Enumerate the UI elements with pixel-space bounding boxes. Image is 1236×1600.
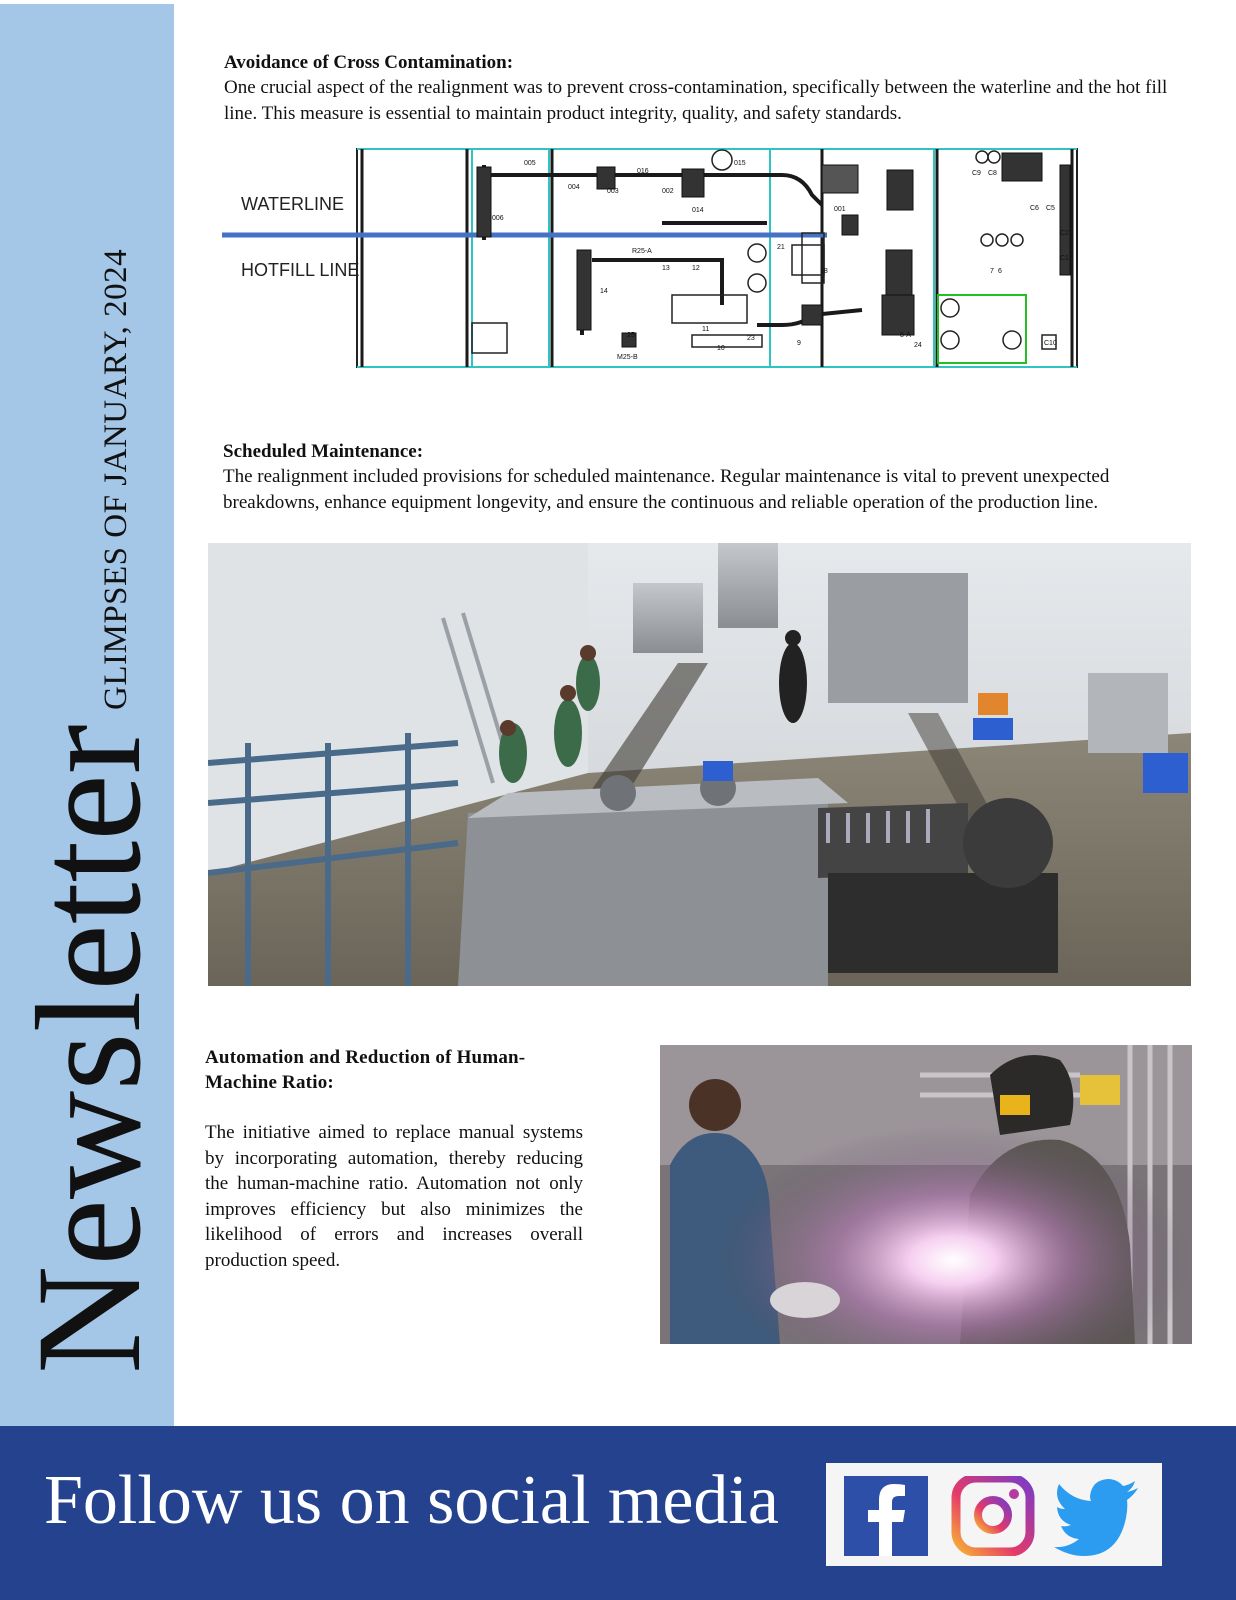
svg-text:C1: C1 (1060, 255, 1069, 262)
svg-text:001: 001 (834, 206, 846, 213)
svg-text:015: 015 (734, 160, 746, 167)
sidebar (0, 4, 174, 1426)
svg-text:C9: C9 (972, 170, 981, 177)
svg-text:24: 24 (914, 342, 922, 349)
svg-text:7: 7 (990, 268, 994, 275)
svg-text:9: 9 (797, 340, 801, 347)
svg-text:C10: C10 (1044, 340, 1057, 347)
svg-text:016: 016 (637, 168, 649, 175)
twitter-icon[interactable] (1052, 1476, 1140, 1556)
welding-photo (660, 1045, 1192, 1344)
section-cross-contamination (224, 50, 1184, 126)
section-body: The initiative aimed to replace manual systems by incorporating automation, thereby reducing the human-machine ratio. Automation not only improves efficiency but also minimizes the likelihood of errors and increases overall production speed. (205, 1122, 583, 1271)
section-heading: Avoidance of Cross Contamination: (224, 52, 514, 73)
svg-text:M25-B: M25-B (617, 354, 638, 361)
social-icons (826, 1463, 1162, 1566)
svg-text:R25-A: R25-A (632, 248, 652, 255)
hotfill-line-label: HOTFILL LINE (241, 260, 360, 280)
svg-text:8-A: 8-A (900, 332, 911, 339)
svg-text:C5: C5 (1046, 205, 1055, 212)
section-heading: Automation and Reduction of Human-Machine Ratio: (205, 1047, 526, 1093)
footer-social-text: Follow us on social media (44, 1462, 779, 1539)
section-scheduled-maintenance (223, 439, 1183, 515)
svg-text:13: 13 (662, 265, 670, 272)
newsletter-subtitle: GLIMPSES OF JANUARY, 2024 (98, 248, 134, 710)
facebook-icon[interactable] (842, 1476, 930, 1556)
newsletter-title: Newsletter (6, 724, 172, 1374)
svg-text:6: 6 (998, 268, 1002, 275)
section-heading: Scheduled Maintenance: (223, 441, 424, 462)
waterline-label: WATERLINE (241, 194, 345, 214)
svg-text:002: 002 (662, 188, 674, 195)
svg-text:11: 11 (702, 326, 710, 333)
svg-text:21: 21 (777, 244, 785, 251)
svg-text:005: 005 (524, 160, 536, 167)
svg-text:10: 10 (717, 345, 725, 352)
svg-text:004: 004 (568, 184, 580, 191)
svg-text:C2: C2 (1060, 230, 1069, 237)
svg-text:12: 12 (692, 265, 700, 272)
svg-text:C6: C6 (1030, 205, 1039, 212)
svg-text:C8: C8 (988, 170, 997, 177)
section-body: One crucial aspect of the realignment was to prevent cross-contamination, specifically between the waterline and the hot fill line. This measure is essential to maintain product integrity, quality, and safety standards. (224, 77, 1168, 124)
svg-text:25: 25 (627, 332, 635, 339)
section-body: The realignment included provisions for scheduled maintenance. Regular maintenance is vital to prevent unexpected breakdowns, enhance equipment longevity, and ensure the continuous and reliable operation of the production line. (223, 466, 1110, 513)
section-automation (205, 1045, 583, 1273)
svg-text:003: 003 (607, 188, 619, 195)
maintenance-photo (208, 543, 1191, 986)
svg-text:006: 006 (492, 215, 504, 222)
footer-banner (0, 1426, 1236, 1600)
svg-text:14: 14 (600, 288, 608, 295)
svg-text:18: 18 (820, 268, 828, 275)
instagram-icon[interactable] (948, 1476, 1036, 1556)
svg-text:014: 014 (692, 207, 704, 214)
svg-text:23: 23 (747, 335, 755, 342)
